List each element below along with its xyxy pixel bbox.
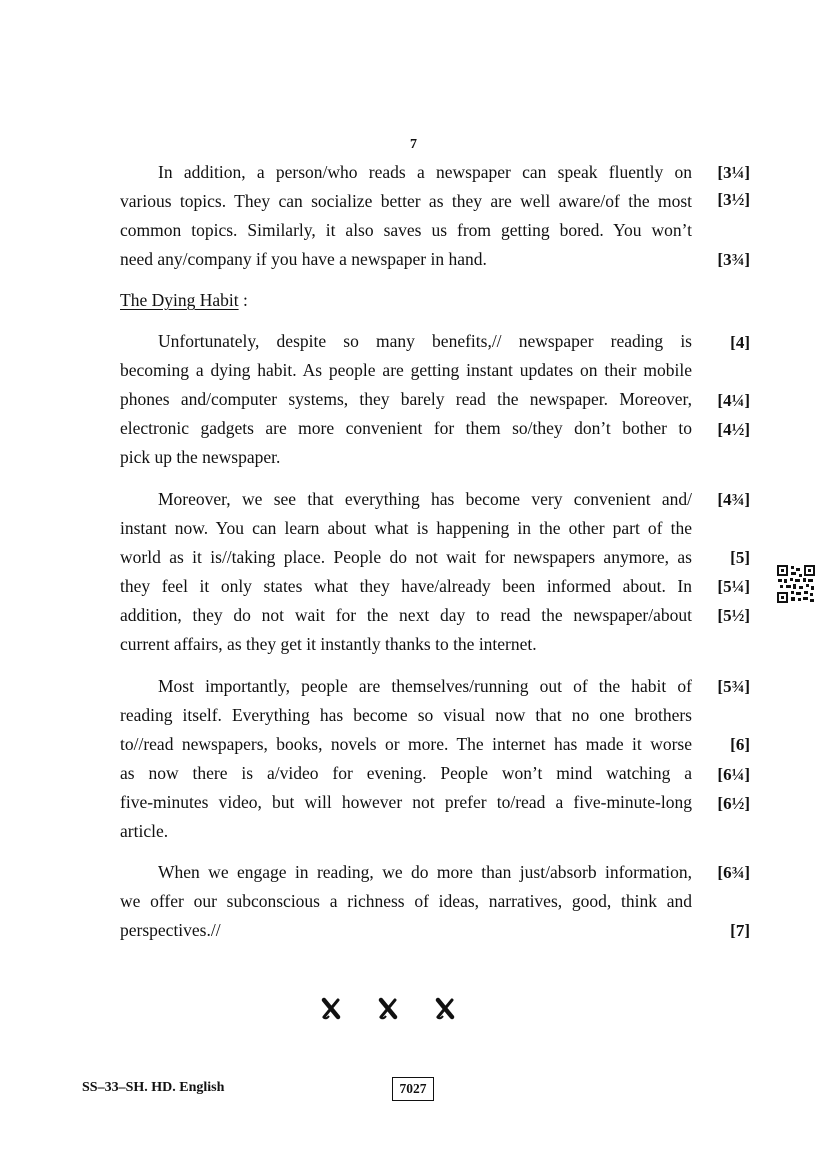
score-mark: [5] [730,548,750,567]
text-line: common topics. Similarly, it also saves us from getting bored. You won’t [120,220,692,240]
paragraph-1 [120,158,692,274]
section-heading [120,286,248,315]
text-line: electronic gadgets are more convenient for them so/they don’t bother to [120,418,692,438]
text-line: various topics. They can socialize better as they are well aware/of the most [120,191,692,211]
text-line: current affairs, as they get it instantly thanks to the internet. [120,634,537,654]
text-line: pick up the newspaper. [120,447,281,467]
score-mark: [5¾] [717,677,750,696]
score-mark: [5¼] [717,577,750,596]
text-line: perspectives.// [120,920,221,940]
text-line: phones and/computer systems, they barely read the newspaper. Moreover, [120,389,692,409]
score-mark: [4½] [717,420,750,439]
paragraph-3 [120,485,692,659]
text-line: Moreover, we see that everything has become very convenient and/ [158,489,692,509]
text-line: addition, they do not wait for the next day to read the newspaper/about [120,605,692,625]
text-line: becoming a dying habit. As people are getting instant updates on their mobile [120,360,692,380]
text-line: Most importantly, people are themselves/running out of the habit of [158,676,692,696]
text-line: as now there is a/video for evening. People won’t mind watching a [120,763,692,783]
text-line: Unfortunately, despite so many benefits,// newspaper reading is [158,331,692,351]
paragraph-4 [120,672,692,846]
heading-text: The Dying Habit [120,290,239,310]
page-number: 7 [410,137,417,152]
text-line: five-minutes video, but will however not prefer to/read a five-minute-long [120,792,692,812]
score-mark: [6] [730,735,750,754]
score-mark: [6¼] [717,765,750,784]
heading-suffix: : [238,290,248,310]
text-line: instant now. You can learn about what is happening in the other part of the [120,518,692,538]
text-line: we offer our subconscious a richness of ideas, narratives, good, think and [120,891,692,911]
footer-number-box: 7027 [392,1077,434,1101]
score-mark: [3¼] [717,163,750,182]
text-line: need any/company if you have a newspaper in hand. [120,249,487,269]
score-mark: [4] [730,333,750,352]
text-line: world as it is//taking place. People do not wait for newspapers anymore, as [120,547,692,567]
score-mark: [4¼] [717,391,750,410]
footer-code: SS–33–SH. HD. English [82,1080,225,1095]
text-line: reading itself. Everything has become so visual now that no one brothers [120,705,692,725]
score-mark: [6¾] [717,863,750,882]
text-line: In addition, a person/who reads a newspaper can speak fluently on [158,162,692,182]
score-mark: [6½] [717,794,750,813]
qr-code-icon [777,565,815,603]
text-line: to//read newspapers, books, novels or more. The internet has made it worse [120,734,692,754]
end-markers [0,997,827,1023]
score-mark: [5½] [717,606,750,625]
text-line: When we engage in reading, we do more than just/absorb information, [158,862,692,882]
text-line: article. [120,821,169,841]
paragraph-2 [120,327,692,472]
paragraph-5 [120,858,692,945]
cross-icon [377,997,399,1021]
score-mark: [4¾] [717,490,750,509]
score-mark: [3½] [717,190,750,209]
cross-icon [320,997,342,1021]
cross-icon [434,997,456,1021]
text-line: they feel it only states what they have/already been informed about. In [120,576,692,596]
score-mark: [3¾] [717,250,750,269]
score-mark: [7] [730,921,750,940]
